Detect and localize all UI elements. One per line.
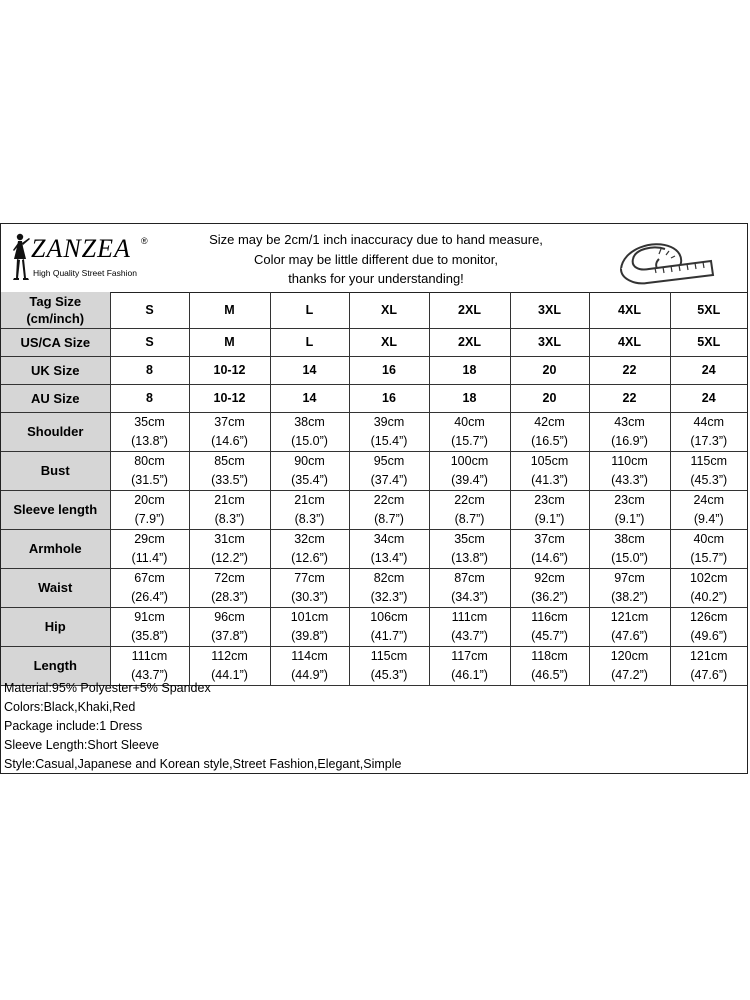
measure-cell — [589, 451, 670, 490]
inch-value: (49.6”) — [690, 628, 728, 643]
cm-value: 85cm — [214, 453, 245, 468]
size-cell: 22 — [589, 384, 670, 412]
cm-value: 121cm — [610, 609, 649, 624]
inch-value: (16.9”) — [611, 433, 648, 448]
size-cell: M — [189, 292, 270, 328]
cm-value: 101cm — [290, 609, 329, 624]
row-header: Armhole — [1, 529, 110, 568]
notice-line: thanks for your understanding! — [288, 271, 464, 286]
inch-value: (35.8”) — [131, 628, 168, 643]
measure-cell — [189, 568, 270, 607]
size-cell: 16 — [349, 356, 429, 384]
notice-line: Color may be little different due to monitor, — [254, 251, 498, 267]
table-row — [1, 292, 747, 328]
inch-value: (43.3”) — [611, 472, 648, 487]
cm-value: 95cm — [373, 453, 405, 468]
measure-cell — [270, 451, 349, 490]
inch-value: (8.7”) — [374, 511, 404, 526]
size-cell: 2XL — [429, 328, 510, 356]
inch-value: (32.3”) — [370, 589, 408, 604]
inch-value: (9.1”) — [534, 511, 565, 526]
inch-value: (47.6”) — [611, 628, 648, 643]
inch-value: (14.6”) — [211, 433, 248, 448]
table-row — [1, 529, 747, 568]
inch-value: (11.4”) — [131, 550, 168, 565]
cm-value: 43cm — [614, 414, 645, 429]
inch-value: (15.7”) — [690, 550, 728, 565]
row-header: Shoulder — [1, 412, 110, 451]
cm-value: 40cm — [693, 531, 725, 546]
style-line: Style:Casual,Japanese and Korean style,Street Fashion,Elegant,Simple — [4, 757, 402, 771]
inch-value: (15.0”) — [291, 433, 328, 448]
measure-cell — [349, 451, 429, 490]
measure-cell — [510, 529, 589, 568]
measure-cell — [589, 490, 670, 529]
inch-value: (34.3”) — [451, 589, 488, 604]
brand-logo — [5, 230, 155, 288]
measure-cell — [189, 490, 270, 529]
size-cell: 24 — [670, 384, 747, 412]
size-cell: 14 — [270, 384, 349, 412]
size-chart-card — [0, 223, 748, 774]
cm-value: 92cm — [534, 570, 565, 585]
cm-value: 67cm — [134, 570, 165, 585]
measure-cell — [270, 529, 349, 568]
size-cell: 8 — [110, 356, 189, 384]
cm-value: 100cm — [450, 453, 489, 468]
inch-value: (28.3”) — [211, 589, 248, 604]
measure-cell — [189, 529, 270, 568]
cm-value: 121cm — [689, 648, 728, 663]
inch-value: (36.2”) — [531, 589, 568, 604]
inch-value: (12.6”) — [291, 550, 328, 565]
inch-value: (7.9”) — [134, 511, 165, 526]
inch-value: (45.3”) — [370, 667, 408, 682]
cm-value: 38cm — [294, 414, 325, 429]
measure-cell — [670, 490, 747, 529]
cm-value: 80cm — [134, 453, 165, 468]
brand-tagline: High Quality Street Fashion — [33, 268, 137, 278]
measure-cell — [670, 607, 747, 646]
measure-cell — [349, 490, 429, 529]
measurement-notice — [171, 230, 581, 289]
cm-value: 116cm — [531, 609, 568, 624]
cm-value: 24cm — [693, 492, 725, 507]
cm-value: 96cm — [214, 609, 245, 624]
size-cell: 14 — [270, 356, 349, 384]
cm-value: 38cm — [614, 531, 645, 546]
measure-cell — [589, 607, 670, 646]
measure-cell — [110, 451, 189, 490]
cm-value: 31cm — [214, 531, 245, 546]
measure-cell — [589, 646, 670, 685]
measure-cell — [429, 646, 510, 685]
size-cell: 5XL — [670, 328, 747, 356]
inch-value: (35.4”) — [291, 472, 328, 487]
measure-cell — [270, 568, 349, 607]
size-cell: 16 — [349, 384, 429, 412]
inch-value: (37.4”) — [370, 472, 408, 487]
material-line: Material:95% Polyester+5% Spandex — [4, 681, 211, 695]
measure-cell — [429, 529, 510, 568]
size-cell: M — [189, 328, 270, 356]
inch-value: (37.8”) — [211, 628, 248, 643]
measure-cell — [349, 529, 429, 568]
measure-cell — [510, 646, 589, 685]
cm-value: 22cm — [373, 492, 405, 507]
row-header: US/CA Size — [1, 328, 110, 356]
inch-value: (12.2”) — [211, 550, 248, 565]
row-header: Tag Size (cm/inch) — [1, 292, 110, 328]
size-cell: S — [110, 292, 189, 328]
table-row — [1, 607, 747, 646]
measure-cell — [510, 451, 589, 490]
measure-cell — [270, 607, 349, 646]
inch-value: (46.1”) — [451, 667, 488, 682]
measure-cell — [589, 568, 670, 607]
cm-value: 20cm — [134, 492, 165, 507]
measure-cell — [110, 529, 189, 568]
size-cell: 24 — [670, 356, 747, 384]
measure-cell — [670, 451, 747, 490]
inch-value: (9.4”) — [693, 511, 724, 526]
cm-value: 90cm — [294, 453, 325, 468]
inch-value: (13.8”) — [131, 433, 168, 448]
cm-value: 105cm — [530, 453, 569, 468]
cm-value: 114cm — [291, 648, 328, 663]
row-header: Length — [1, 646, 110, 685]
size-cell: 3XL — [510, 292, 589, 328]
notice-line: Size may be 2cm/1 inch inaccuracy due to hand measure, — [209, 232, 543, 247]
sleeve-length-line: Sleeve Length:Short Sleeve — [4, 738, 159, 752]
product-info — [4, 679, 401, 774]
inch-value: (17.3”) — [690, 433, 728, 448]
cm-value: 87cm — [454, 570, 485, 585]
inch-value: (26.4”) — [131, 589, 168, 604]
inch-value: (39.4”) — [451, 472, 488, 487]
cm-value: 72cm — [214, 570, 245, 585]
cm-value: 39cm — [373, 414, 405, 429]
inch-value: (47.2”) — [611, 667, 648, 682]
size-cell: 20 — [510, 356, 589, 384]
size-cell: 10-12 — [189, 384, 270, 412]
cm-value: 21cm — [214, 492, 245, 507]
inch-value: (15.4”) — [370, 433, 408, 448]
measure-cell — [510, 412, 589, 451]
measure-cell — [589, 529, 670, 568]
measure-cell — [270, 490, 349, 529]
cm-value: 118cm — [531, 648, 568, 663]
table-row — [1, 451, 747, 490]
cm-value: 82cm — [373, 570, 405, 585]
measure-cell — [429, 490, 510, 529]
size-cell: L — [270, 292, 349, 328]
size-cell: XL — [349, 328, 429, 356]
row-header: Bust — [1, 451, 110, 490]
size-cell: 22 — [589, 356, 670, 384]
cm-value: 111cm — [131, 648, 168, 663]
cm-value: 126cm — [689, 609, 728, 624]
inch-value: (45.3”) — [690, 472, 728, 487]
cm-value: 115cm — [370, 648, 408, 663]
inch-value: (13.8”) — [451, 550, 488, 565]
inch-value: (13.4”) — [370, 550, 408, 565]
measure-cell — [510, 607, 589, 646]
inch-value: (33.5”) — [211, 472, 248, 487]
size-cell: 18 — [429, 356, 510, 384]
row-header: Hip — [1, 607, 110, 646]
row-header: Waist — [1, 568, 110, 607]
size-cell: 4XL — [589, 292, 670, 328]
inch-value: (43.7”) — [131, 667, 168, 682]
cm-value: 97cm — [614, 570, 645, 585]
package-line: Package include:1 Dress — [4, 719, 143, 733]
measure-cell — [189, 451, 270, 490]
cm-value: 42cm — [534, 414, 565, 429]
cm-value: 44cm — [693, 414, 725, 429]
measure-cell — [270, 412, 349, 451]
inch-value: (8.3”) — [214, 511, 245, 526]
cm-value: 35cm — [134, 414, 165, 429]
size-cell: 8 — [110, 384, 189, 412]
cm-value: 34cm — [373, 531, 405, 546]
cm-value: 110cm — [611, 453, 648, 468]
measure-cell — [670, 529, 747, 568]
inch-value: (47.6”) — [690, 667, 728, 682]
size-cell: 3XL — [510, 328, 589, 356]
measure-cell — [429, 412, 510, 451]
cm-value: 21cm — [294, 492, 325, 507]
size-cell: 4XL — [589, 328, 670, 356]
inch-value: (16.5”) — [531, 433, 568, 448]
cm-value: 32cm — [294, 531, 325, 546]
measure-cell — [510, 568, 589, 607]
measure-cell — [110, 607, 189, 646]
inch-value: (8.3”) — [294, 511, 325, 526]
size-cell: L — [270, 328, 349, 356]
measure-cell — [510, 490, 589, 529]
size-cell: 2XL — [429, 292, 510, 328]
table-row — [1, 568, 747, 607]
inch-value: (9.1”) — [614, 511, 645, 526]
cm-value: 111cm — [451, 609, 488, 624]
inch-value: (45.7”) — [531, 628, 568, 643]
size-cell: 18 — [429, 384, 510, 412]
table-row — [1, 412, 747, 451]
cm-value: 117cm — [451, 648, 488, 663]
measure-cell — [349, 568, 429, 607]
measure-cell — [589, 412, 670, 451]
size-table-body — [1, 292, 747, 685]
row-header: AU Size — [1, 384, 110, 412]
measure-cell — [670, 646, 747, 685]
table-row — [1, 384, 747, 412]
cm-value: 23cm — [614, 492, 645, 507]
cm-value: 37cm — [534, 531, 565, 546]
cm-value: 115cm — [690, 453, 728, 468]
measure-cell — [349, 607, 429, 646]
cm-value: 120cm — [610, 648, 649, 663]
measure-cell — [429, 568, 510, 607]
size-table — [1, 292, 747, 686]
size-cell: 5XL — [670, 292, 747, 328]
inch-value: (15.7”) — [451, 433, 488, 448]
cm-value: 40cm — [454, 414, 485, 429]
inch-value: (44.9”) — [291, 667, 328, 682]
cm-value: 106cm — [370, 609, 408, 624]
colors-line: Colors:Black,Khaki,Red — [4, 700, 136, 714]
inch-value: (31.5”) — [131, 472, 168, 487]
cm-value: 102cm — [689, 570, 728, 585]
measure-cell — [429, 607, 510, 646]
inch-value: (38.2”) — [611, 589, 648, 604]
measure-cell — [110, 490, 189, 529]
measure-cell — [670, 568, 747, 607]
inch-value: (39.8”) — [291, 628, 328, 643]
inch-value: (44.1”) — [211, 667, 248, 682]
size-cell: 10-12 — [189, 356, 270, 384]
measuring-tape-icon — [613, 227, 723, 289]
measure-cell — [110, 568, 189, 607]
row-header: Sleeve length — [1, 490, 110, 529]
size-cell: 20 — [510, 384, 589, 412]
inch-value: (46.5”) — [531, 667, 568, 682]
inch-value: (14.6”) — [531, 550, 568, 565]
row-header: UK Size — [1, 356, 110, 384]
inch-value: (40.2”) — [690, 589, 728, 604]
inch-value: (8.7”) — [454, 511, 485, 526]
measure-cell — [429, 451, 510, 490]
size-cell: S — [110, 328, 189, 356]
inch-value: (30.3”) — [291, 589, 328, 604]
cm-value: 37cm — [214, 414, 245, 429]
cm-value: 77cm — [294, 570, 325, 585]
table-row — [1, 356, 747, 384]
size-cell: XL — [349, 292, 429, 328]
cm-value: 29cm — [134, 531, 165, 546]
cm-value: 35cm — [454, 531, 485, 546]
inch-value: (41.3”) — [531, 472, 568, 487]
measure-cell — [670, 412, 747, 451]
inch-value: (15.0”) — [611, 550, 648, 565]
measure-cell — [110, 412, 189, 451]
inch-value: (43.7”) — [451, 628, 488, 643]
measure-cell — [189, 412, 270, 451]
cm-value: 23cm — [534, 492, 565, 507]
inch-value: (41.7”) — [370, 628, 408, 643]
measure-cell — [349, 412, 429, 451]
cm-value: 22cm — [454, 492, 485, 507]
size-chart-header — [1, 224, 747, 293]
table-row — [1, 328, 747, 356]
registered-mark: ® — [141, 236, 148, 246]
brand-name: ZANZEA — [31, 234, 131, 263]
table-row — [1, 490, 747, 529]
measure-cell — [189, 607, 270, 646]
cm-value: 91cm — [134, 609, 165, 624]
cm-value: 112cm — [211, 648, 248, 663]
